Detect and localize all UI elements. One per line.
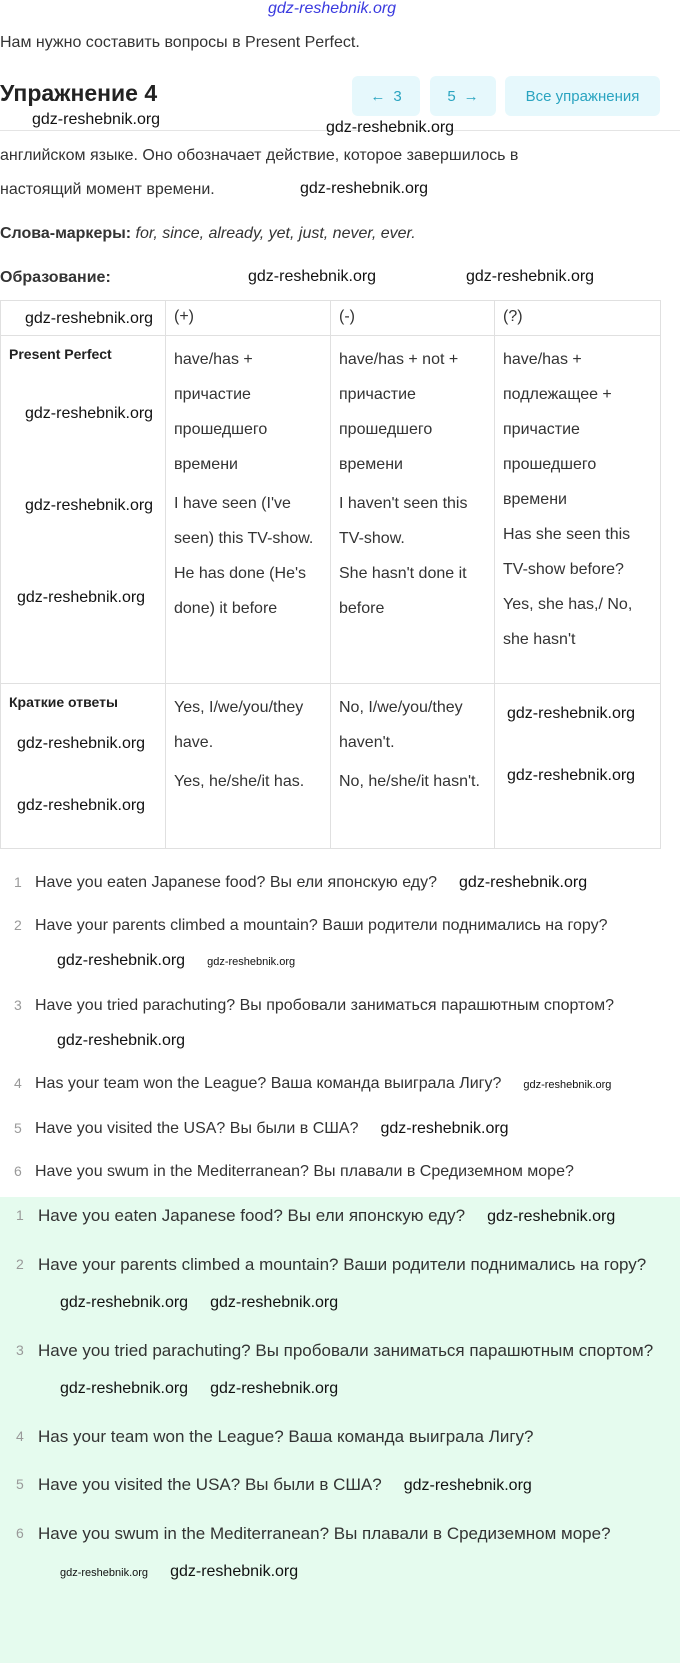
item-number: 3 bbox=[14, 997, 22, 1013]
intro-text: Нам нужно составить вопросы в Present Perfect. bbox=[0, 34, 360, 51]
answer-item bbox=[0, 1332, 680, 1407]
item-number: 5 bbox=[14, 1120, 22, 1136]
watermark: gdz-reshebnik.org bbox=[326, 119, 455, 136]
watermark: gdz-reshebnik.org bbox=[25, 405, 154, 422]
watermark: gdz-reshebnik.org bbox=[57, 952, 186, 969]
header-cell: (+) bbox=[166, 301, 331, 336]
item-text: Have you eaten Japanese food? Вы ели японскую еду? bbox=[35, 874, 438, 891]
watermark: gdz-reshebnik.org bbox=[403, 1477, 532, 1494]
item-text: Have your parents climbed a mountain? Ваши родители поднимались на гору? bbox=[38, 1255, 647, 1274]
answer-item bbox=[0, 1197, 680, 1235]
question-item bbox=[0, 1154, 680, 1189]
watermark: gdz-reshebnik.org bbox=[380, 1120, 509, 1137]
question-item bbox=[0, 865, 680, 900]
table-row bbox=[1, 684, 661, 849]
item-number: 4 bbox=[16, 1428, 24, 1444]
example: She hasn't done it before bbox=[339, 565, 467, 617]
next-number: 5 bbox=[447, 87, 456, 105]
table-cell bbox=[495, 684, 661, 849]
next-exercise-button[interactable] bbox=[430, 76, 496, 116]
example: I have seen (I've seen) this TV-show. bbox=[174, 495, 314, 547]
answer-item bbox=[0, 1246, 680, 1321]
watermark: gdz-reshebnik.org bbox=[507, 767, 636, 784]
watermark: gdz-reshebnik.org bbox=[25, 310, 154, 327]
watermark: gdz-reshebnik.org bbox=[466, 268, 595, 285]
grammar-table bbox=[0, 300, 661, 849]
item-text: Has your team won the League? Ваша команда выиграла Лигу? bbox=[38, 1427, 534, 1446]
answer-block bbox=[0, 1197, 680, 1663]
formation-label: Образование: bbox=[0, 269, 111, 286]
arrow-right-icon: → bbox=[463, 87, 479, 105]
table-row bbox=[1, 336, 661, 684]
watermark: gdz-reshebnik.org bbox=[60, 1567, 149, 1579]
watermark: gdz-reshebnik.org bbox=[523, 1079, 612, 1091]
short-answer: No, I/we/you/they haven't. bbox=[339, 699, 463, 751]
short-answer: Yes, he/she/it has. bbox=[174, 773, 305, 790]
table-header-row bbox=[1, 301, 661, 336]
watermark: gdz-reshebnik.org bbox=[57, 1032, 186, 1049]
question-list bbox=[0, 865, 680, 1189]
question-item bbox=[0, 1111, 680, 1146]
watermark: gdz-reshebnik.org bbox=[207, 956, 296, 968]
question-item bbox=[0, 1066, 680, 1103]
watermark: gdz-reshebnik.org bbox=[32, 111, 161, 128]
watermark: gdz-reshebnik.org bbox=[60, 1380, 189, 1397]
formula: have/has + not + причастие прошедшего времени bbox=[339, 351, 459, 473]
markers-line bbox=[0, 216, 416, 251]
table-cell bbox=[495, 336, 661, 684]
answer-item bbox=[0, 1466, 680, 1504]
question-item bbox=[0, 988, 680, 1058]
short-answer: No, he/she/it hasn't. bbox=[339, 773, 480, 790]
question-item bbox=[0, 908, 680, 980]
row-label: Краткие ответы bbox=[9, 694, 118, 710]
example: He has done (He's done) it before bbox=[174, 565, 307, 617]
item-text: Have your parents climbed a mountain? Ваши родители поднимались на гору? bbox=[35, 917, 608, 934]
item-text: Have you eaten Japanese food? Вы ели японскую еду? bbox=[38, 1206, 466, 1225]
header-cell bbox=[1, 301, 166, 336]
item-number: 2 bbox=[14, 917, 22, 933]
watermark: gdz-reshebnik.org bbox=[459, 874, 588, 891]
content-flow bbox=[0, 300, 680, 1663]
watermark: gdz-reshebnik.org bbox=[60, 1294, 189, 1311]
all-exercises-button[interactable]: Все упражнения bbox=[505, 76, 660, 116]
page-title: Упражнение 4 bbox=[0, 80, 158, 106]
item-number: 1 bbox=[16, 1207, 24, 1223]
item-number: 6 bbox=[16, 1525, 24, 1541]
table-cell bbox=[166, 336, 331, 684]
arrow-left-icon: ← bbox=[370, 87, 386, 105]
theory-line1: английском языке. Оно обозначает действие, которое завершилось в bbox=[0, 147, 519, 164]
watermark: gdz-reshebnik.org bbox=[17, 797, 146, 814]
prev-number: 3 bbox=[393, 87, 402, 105]
watermark: gdz-reshebnik.org bbox=[210, 1294, 339, 1311]
item-number: 6 bbox=[14, 1163, 22, 1179]
item-number: 4 bbox=[14, 1075, 22, 1091]
item-number: 2 bbox=[16, 1256, 24, 1272]
watermark: gdz-reshebnik.org bbox=[300, 180, 429, 197]
watermark: gdz-reshebnik.org bbox=[17, 735, 146, 752]
table-cell bbox=[331, 684, 495, 849]
item-text: Have you swum in the Mediterranean? Вы плавали в Средиземном море? bbox=[35, 1163, 574, 1180]
item-text: Have you visited the USA? Вы были в США? bbox=[35, 1120, 359, 1137]
watermark: gdz-reshebnik.org bbox=[17, 589, 146, 606]
row-label-cell bbox=[1, 684, 166, 849]
item-text: Have you tried parachuting? Вы пробовали заниматься парашютным спортом? bbox=[38, 1341, 654, 1360]
item-text: Have you visited the USA? Вы были в США? bbox=[38, 1475, 382, 1494]
row-label-cell bbox=[1, 336, 166, 684]
watermark: gdz-reshebnik.org bbox=[487, 1208, 616, 1225]
answer-item bbox=[0, 1418, 680, 1455]
header-cell: (-) bbox=[331, 301, 495, 336]
row-label: Present Perfect bbox=[9, 346, 112, 362]
watermark: gdz-reshebnik.org bbox=[507, 705, 636, 722]
markers-list: for, since, already, yet, just, never, ever. bbox=[131, 225, 416, 242]
example: I haven't seen this TV-show. bbox=[339, 495, 468, 547]
watermark: gdz-reshebnik.org bbox=[170, 1563, 299, 1580]
formula: have/has + подлежащее + причастие прошедшего времени bbox=[503, 351, 612, 508]
item-text: Have you swum in the Mediterranean? Вы плавали в Средиземном море? bbox=[38, 1524, 611, 1543]
example: Yes, she has,/ No, she hasn't bbox=[503, 596, 633, 648]
prev-exercise-button[interactable] bbox=[352, 76, 420, 116]
item-number: 5 bbox=[16, 1476, 24, 1492]
item-number: 1 bbox=[14, 874, 22, 890]
item-text: Has your team won the League? Ваша команда выиграла Лигу? bbox=[35, 1075, 502, 1092]
table-cell bbox=[331, 336, 495, 684]
top-watermark: gdz-reshebnik.org bbox=[268, 0, 397, 17]
watermark: gdz-reshebnik.org bbox=[25, 497, 154, 514]
watermark: gdz-reshebnik.org bbox=[210, 1380, 339, 1397]
watermark: gdz-reshebnik.org bbox=[248, 268, 377, 285]
example: Has she seen this TV-show before? bbox=[503, 526, 631, 578]
item-number: 3 bbox=[16, 1342, 24, 1358]
table-cell bbox=[166, 684, 331, 849]
header-cell: (?) bbox=[495, 301, 661, 336]
item-text: Have you tried parachuting? Вы пробовали заниматься парашютным спортом? bbox=[35, 997, 614, 1014]
short-answer: Yes, I/we/you/they have. bbox=[174, 699, 304, 751]
theory-line2: настоящий момент времени. bbox=[0, 181, 215, 198]
markers-label: Слова-маркеры: bbox=[0, 225, 132, 242]
answer-item bbox=[0, 1515, 680, 1592]
formula: have/has + причастие прошедшего времени bbox=[174, 351, 268, 473]
